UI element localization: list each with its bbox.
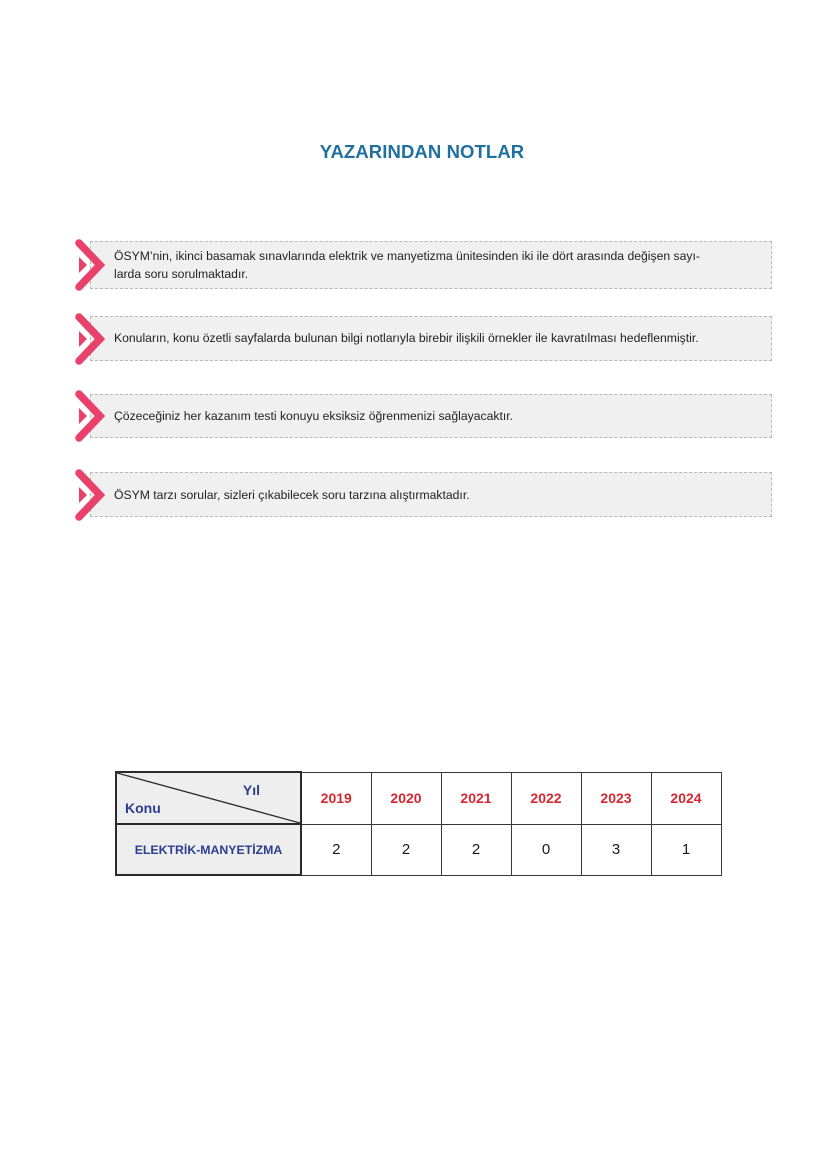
page-title: YAZARINDAN NOTLAR — [319, 141, 525, 162]
chevron-right-icon — [75, 239, 109, 291]
note-text-line: Konuların, konu özetli sayfalarda bulunan bilgi notlarıyla birebir ilişkili örnekler ile kavratılması hedeflenmiştir. — [114, 331, 699, 345]
note-item — [75, 241, 772, 289]
chevron-right-icon — [75, 390, 109, 442]
header-topic-label: Konu — [125, 800, 161, 816]
chevron-right-icon — [75, 313, 109, 365]
year-header: 2023 — [581, 772, 651, 824]
count-cell: 2 — [441, 824, 511, 875]
year-header: 2019 — [301, 772, 371, 824]
note-text-line: ÖSYM’nin, ikinci basamak sınavlarında elektrik ve manyetizma ünitesinden iki ile dört arasında değişen sayı- — [114, 249, 700, 263]
count-cell: 1 — [651, 824, 721, 875]
question-count-table — [115, 771, 722, 876]
count-cell: 2 — [371, 824, 441, 875]
year-header: 2024 — [651, 772, 721, 824]
count-cell: 2 — [301, 824, 371, 875]
note-item — [75, 316, 772, 361]
topic-cell: ELEKTRİK-MANYETİZMA — [116, 824, 301, 875]
table-corner-cell — [116, 772, 301, 824]
table-header-row — [116, 772, 721, 824]
table-row — [116, 824, 721, 875]
year-header: 2021 — [441, 772, 511, 824]
note-text-line: Çözeceğiniz her kazanım testi konuyu eksiksiz öğrenmenizi sağlayacaktır. — [114, 409, 513, 423]
note-text-line: ÖSYM tarzı sorular, sizleri çıkabilecek soru tarzına alıştırmaktadır. — [114, 488, 470, 502]
header-year-label: Yıl — [242, 782, 260, 798]
note-text-line: larda soru sorulmaktadır. — [114, 267, 249, 281]
year-header: 2020 — [371, 772, 441, 824]
count-cell: 0 — [511, 824, 581, 875]
chevron-right-icon — [75, 469, 109, 521]
note-item — [75, 472, 772, 517]
year-header: 2022 — [511, 772, 581, 824]
count-cell: 3 — [581, 824, 651, 875]
note-item — [75, 394, 772, 438]
